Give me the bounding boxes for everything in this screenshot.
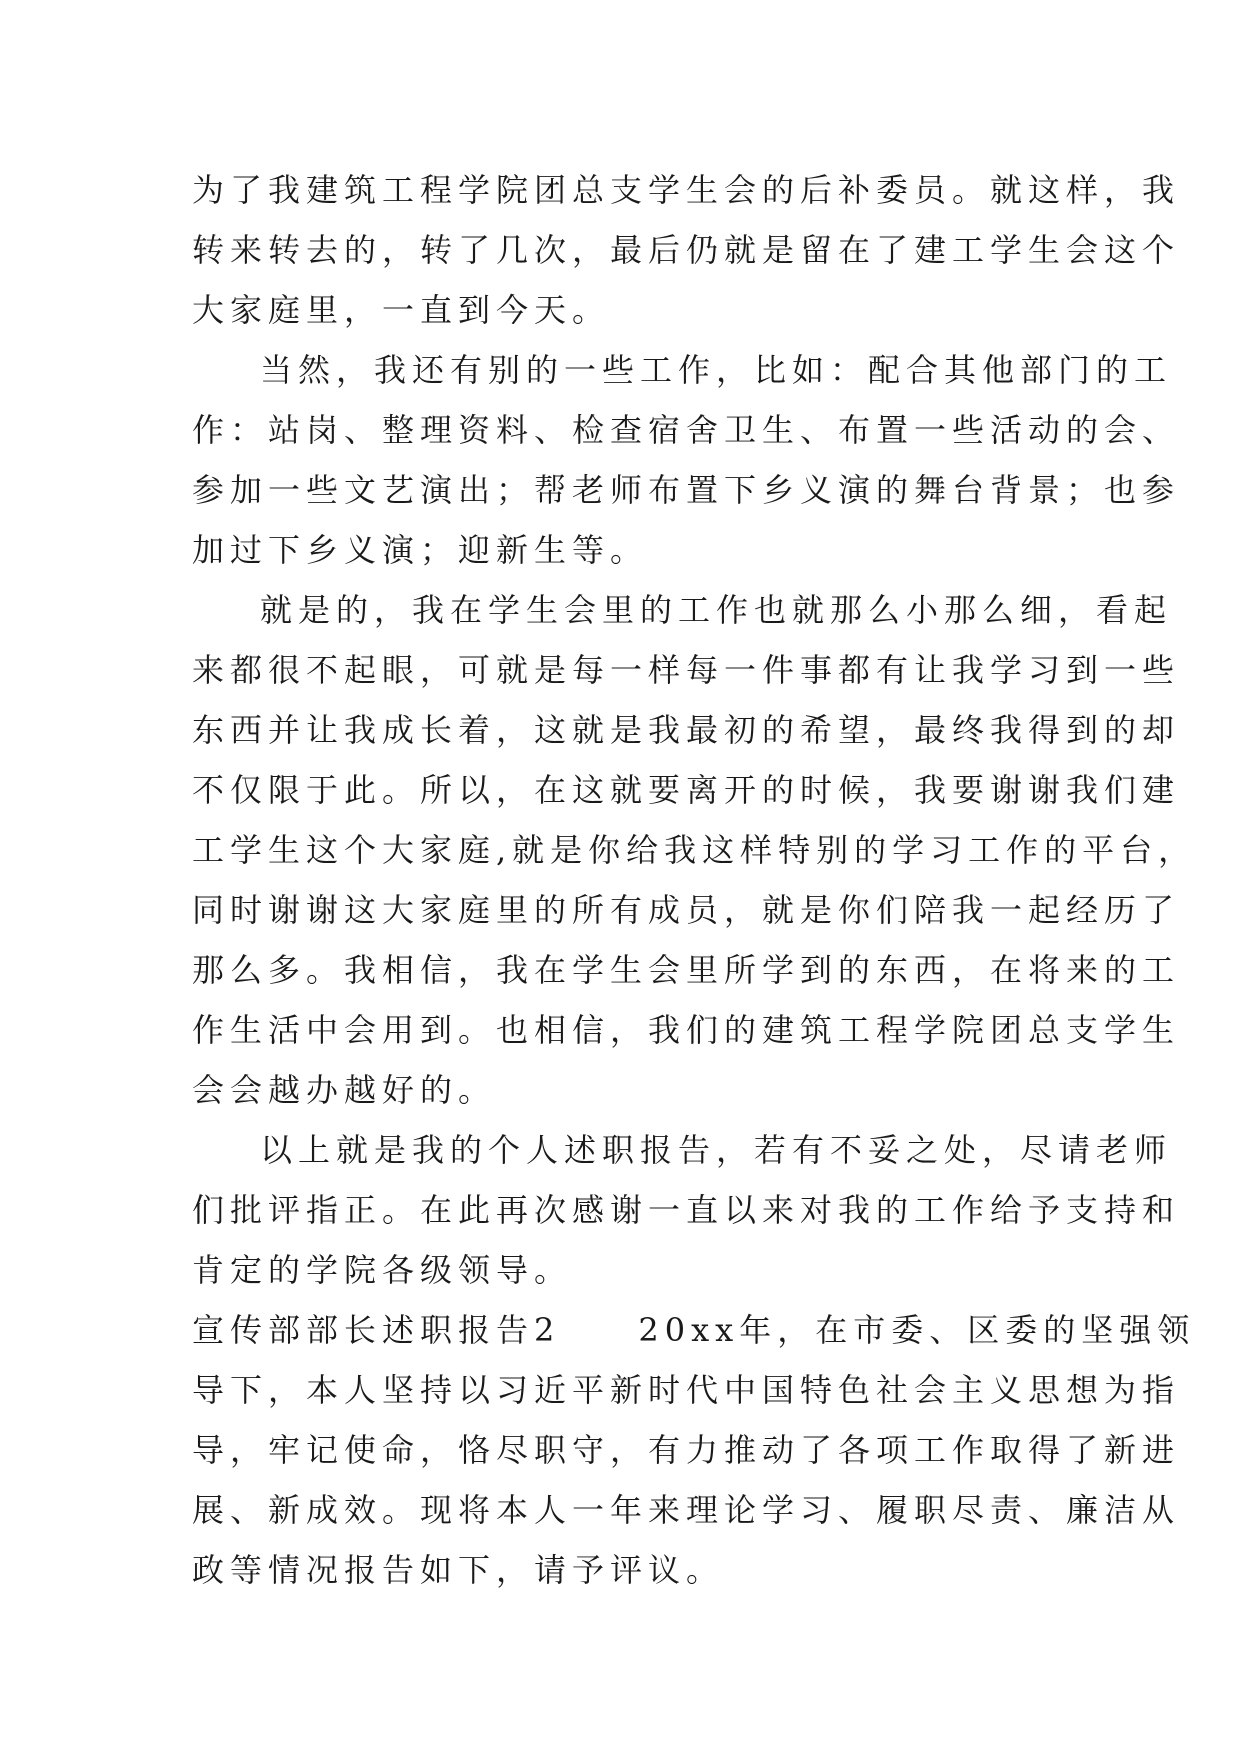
paragraph-line: 转来转去的，转了几次，最后仍就是留在了建工学生会这个 — [192, 231, 1181, 269]
section-heading-line — [192, 1300, 1196, 1360]
paragraph-line: 参加一些文艺演出；帮老师布置下乡义演的舞台背景；也参 — [192, 471, 1181, 509]
paragraph-line: 当然，我还有别的一些工作，比如：配合其他部门的工 — [260, 351, 1173, 389]
paragraph-line: 加过下乡义演；迎新生等。 — [192, 531, 649, 569]
paragraph-line: 们批评指正。在此再次感谢一直以来对我的工作给予支持和 — [192, 1191, 1181, 1229]
paragraph-line: 大家庭里，一直到今天。 — [192, 291, 611, 329]
paragraph-line: 那么多。我相信，我在学生会里所学到的东西，在将来的工 — [192, 951, 1181, 989]
section-first-line: 20xx年，在市委、区委的坚强领 — [638, 1311, 1196, 1349]
paragraph-line: 东西并让我成长着，这就是我最初的希望，最终我得到的却 — [192, 711, 1181, 749]
document-body — [192, 160, 1197, 1600]
paragraph-line: 会会越办越好的。 — [192, 1071, 497, 1109]
paragraph-line: 为了我建筑工程学院团总支学生会的后补委员。就这样，我 — [192, 171, 1181, 209]
section-title: 宣传部部长述职报告2 — [192, 1311, 561, 1349]
paragraph-line: 作：站岗、整理资料、检查宿舍卫生、布置一些活动的会、 — [192, 411, 1181, 449]
paragraph-line: 就是的，我在学生会里的工作也就那么小那么细，看起 — [260, 591, 1173, 629]
paragraph-line: 以上就是我的个人述职报告，若有不妥之处，尽请老师 — [260, 1131, 1173, 1169]
paragraph-line: 作生活中会用到。也相信，我们的建筑工程学院团总支学生 — [192, 1011, 1181, 1049]
paragraph-line: 同时谢谢这大家庭里的所有成员，就是你们陪我一起经历了 — [192, 891, 1181, 929]
paragraph-line: 肯定的学院各级领导。 — [192, 1251, 573, 1289]
paragraph-line: 来都很不起眼，可就是每一样每一件事都有让我学习到一些 — [192, 651, 1181, 689]
paragraph-line: 工学生这个大家庭,就是你给我这样特别的学习工作的平台， — [192, 831, 1197, 869]
paragraph-line: 政等情况报告如下，请予评议。 — [192, 1551, 725, 1589]
paragraph-line: 导，牢记使命，恪尽职守，有力推动了各项工作取得了新进 — [192, 1431, 1181, 1469]
paragraph-line: 展、新成效。现将本人一年来理论学习、履职尽责、廉洁从 — [192, 1491, 1181, 1529]
paragraph-line: 导下，本人坚持以习近平新时代中国特色社会主义思想为指 — [192, 1371, 1181, 1409]
paragraph-line: 不仅限于此。所以，在这就要离开的时候，我要谢谢我们建 — [192, 771, 1181, 809]
